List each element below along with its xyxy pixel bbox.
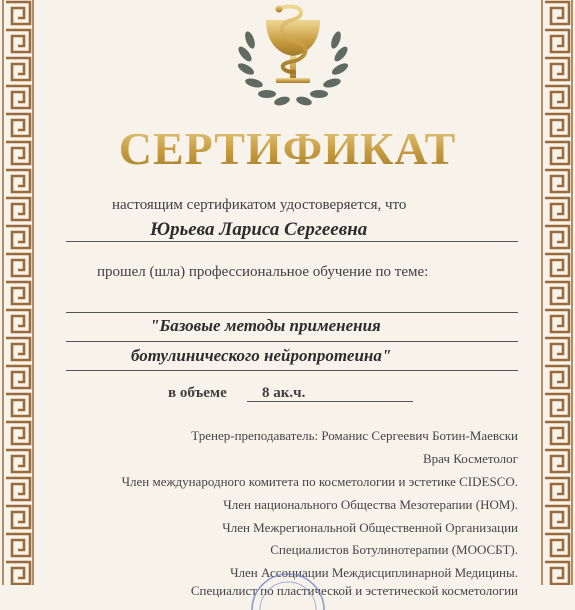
volume-label: в объеме: [168, 385, 227, 401]
info-line: Специалистов Ботулинотерапии (МООСБТ).: [270, 542, 518, 557]
seal-stamp-icon: [248, 570, 328, 610]
certificate-title: СЕРТИФИКАТ: [0, 122, 575, 175]
info-line: Специалист по пластической и эстетической косметологии: [190, 583, 518, 598]
volume-underline: [247, 401, 413, 402]
intro-text: настоящим сертификатом удостоверяется, что: [112, 197, 407, 213]
trainer-line: Тренер-преподаватель: Романис Сергеевич Ботин-Маевски: [191, 428, 518, 443]
info-line: Врач Косметолог: [423, 451, 518, 466]
info-line: Член Ассоциации Междисциплинарной Медицины.: [230, 565, 518, 580]
name-underline: [66, 241, 518, 242]
volume-value: 8 ак.ч.: [262, 385, 306, 401]
info-line: Член международного комитета по косметологии и эстетике CIDESCO.: [121, 474, 518, 489]
subject-underline: [66, 312, 518, 313]
greek-key-border-right: [539, 0, 575, 585]
info-line: Член Межрегиональной Общественной Организации: [222, 520, 518, 535]
course-title-line1: "Базовые методы применения: [150, 316, 381, 335]
course-underline-2: [66, 370, 518, 371]
recipient-name: Юрьева Лариса Сергеевна: [150, 219, 368, 240]
subject-text: прошел (шла) профессиональное обучение по теме:: [97, 264, 429, 280]
course-title-line2: ботулинического нейропротеина": [131, 346, 392, 365]
bowl-of-hygieia-icon: [232, 2, 354, 116]
greek-key-border-left: [0, 0, 36, 585]
info-line: Член национального Общества Мезотерапии (НОМ).: [223, 497, 518, 512]
course-underline-1: [66, 341, 518, 342]
